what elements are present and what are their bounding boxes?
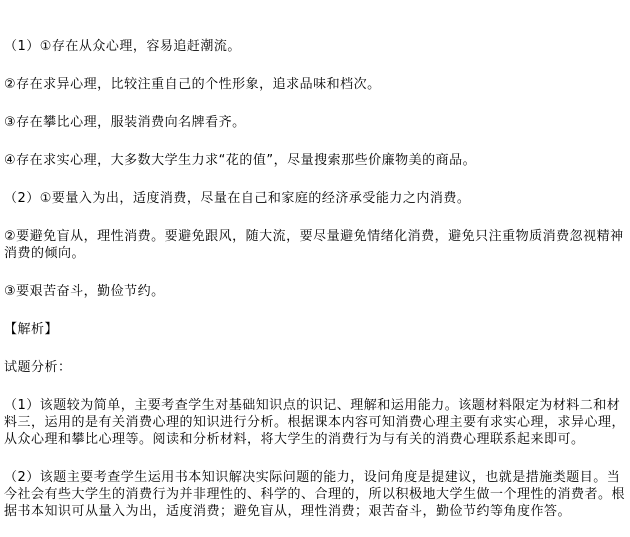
answer-part1-point-3: ③存在攀比心理，服装消费向名牌看齐。 (4, 115, 246, 130)
analysis-subheading: 试题分析： (4, 360, 72, 375)
answer-part1-point-4: ④存在求实心理，大多数大学生力求“花的值”，尽量搜索那些价廉物美的商品。 (4, 153, 477, 168)
answer-part2-point-3: ③要艰苦奋斗，勤俭节约。 (4, 284, 165, 299)
analysis-paragraph-2: （2）该题主要考查学生运用书本知识解决实际问题的能力，设问角度是提建议，也就是措施类题目。当今社会有些大学生的消费行为并非理性的、科学的、合理的，所以积极地大学生做一个理性的消费者。根据书本知识可从量入为出，适度消费；避免盲从，理性消费；艰苦奋斗，勤俭节约等角度作答。 (4, 470, 626, 519)
analysis-heading: 【解析】 (4, 322, 59, 337)
answer-part1-point-1: （1）①存在从众心理，容易追赶潮流。 (4, 39, 241, 54)
answer-part2-point-1: （2）①要量入为出，适度消费，尽量在自己和家庭的经济承受能力之内消费。 (4, 191, 471, 206)
answer-part2-point-2: ②要避免盲从，理性消费。要避免跟风，随大流，要尽量避免情绪化消费，避免只注重物质消费忽视精神消费的倾向。 (4, 229, 624, 261)
answer-part1-point-2: ②存在求异心理，比较注重自己的个性形象，追求品味和档次。 (4, 77, 381, 92)
analysis-paragraph-1: （1）该题较为简单，主要考查学生对基础知识点的识记、理解和运用能力。该题材料限定为材料二和材料三，运用的是有关消费心理的知识进行分析。根据课本内容可知消费心理主要有求实心理，求异心理，从众心理和攀比心理等。阅读和分析材料，将大学生的消费行为与有关的消费心理联系起来即可。 (4, 398, 626, 447)
